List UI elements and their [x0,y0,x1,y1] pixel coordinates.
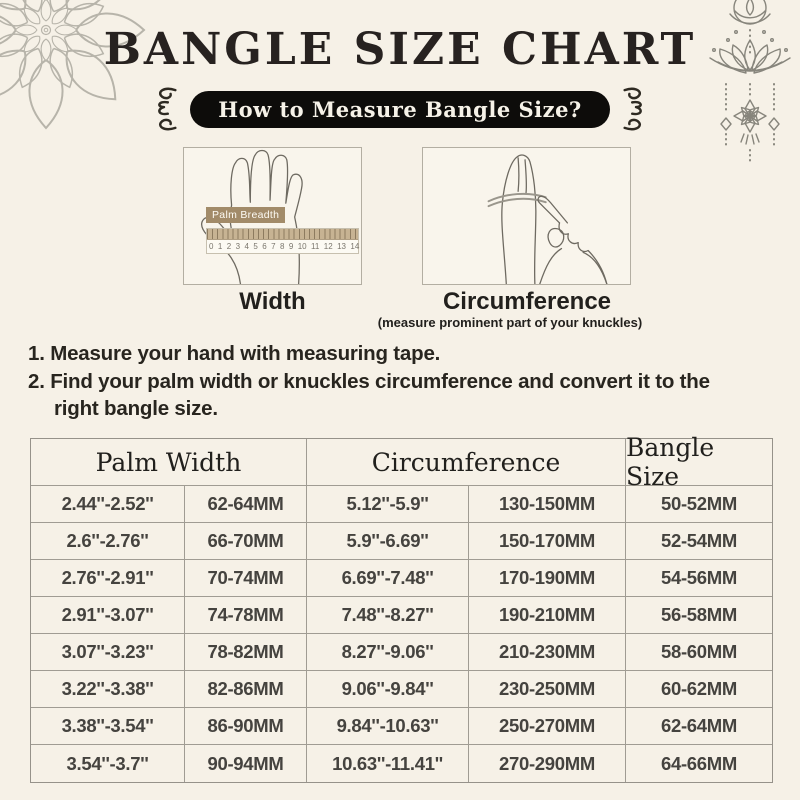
table-cell: 5.12''-5.9'' [307,486,469,523]
table-cell: 3.22''-3.38'' [31,671,185,708]
instruction-step-1: 1. Measure your hand with measuring tape. [28,342,441,365]
table-cell: 3.54''-3.7'' [31,745,185,782]
table-cell: 6.69''-7.48'' [307,560,469,597]
table-cell: 54-56MM [626,560,772,597]
table-cell: 190-210MM [469,597,626,634]
table-cell: 7.48''-8.27'' [307,597,469,634]
table-header-circumference: Circumference [307,439,626,486]
table-cell: 2.91''-3.07'' [31,597,185,634]
table-cell: 9.06''-9.84'' [307,671,469,708]
how-to-measure-banner [0,84,800,134]
table-cell: 5.9''-6.69'' [307,523,469,560]
knuckle-measure-hands-icon [423,148,630,284]
table-cell: 90-94MM [185,745,307,782]
table-cell: 58-60MM [626,634,772,671]
table-header-bangle-size: Bangle Size [626,439,772,486]
table-cell: 150-170MM [469,523,626,560]
table-cell: 56-58MM [626,597,772,634]
table-cell: 130-150MM [469,486,626,523]
left-flourish-icon [147,84,181,134]
table-cell: 66-70MM [185,523,307,560]
table-header-palm-width: Palm Width [31,439,307,486]
table-cell: 60-62MM [626,671,772,708]
right-flourish-icon [619,84,653,134]
bangle-size-table [30,433,773,783]
instruction-step-2-cont: right bangle size. [54,397,218,420]
table-cell: 3.07''-3.23'' [31,634,185,671]
table-cell: 62-64MM [185,486,307,523]
table-cell: 78-82MM [185,634,307,671]
width-label: Width [239,288,306,315]
circumference-caption: (measure prominent part of your knuckles) [377,315,643,330]
table-cell: 250-270MM [469,708,626,745]
table-cell: 50-52MM [626,486,772,523]
circumference-measure-figure [422,147,631,285]
table-cell: 230-250MM [469,671,626,708]
table-cell: 2.44''-2.52'' [31,486,185,523]
circumference-label: Circumference [442,288,612,315]
table-cell: 210-230MM [469,634,626,671]
table-cell: 2.76''-2.91'' [31,560,185,597]
table-cell: 10.63''-11.41'' [307,745,469,782]
table-cell: 74-78MM [185,597,307,634]
measure-pill: How to Measure Bangle Size? [190,91,610,128]
table-cell: 8.27''-9.06'' [307,634,469,671]
ruler-numbers: 0 1 2 3 4 5 6 7 8 9 10 11 12 13 14 [209,242,360,251]
table-cell: 64-66MM [660,752,738,774]
table-cell: 62-64MM [626,708,772,745]
table-cell: 52-54MM [626,523,772,560]
table-cell: 270-290MM [469,745,626,782]
table-cell: 86-90MM [185,708,307,745]
table-cell: 70-74MM [185,560,307,597]
instructions [28,340,778,423]
table-cell: 82-86MM [185,671,307,708]
page-title: BANGLE SIZE CHART [103,24,697,75]
palm-breadth-tag: Palm Breadth [206,207,285,223]
table-cell: 9.84''-10.63'' [307,708,469,745]
table-cell: 170-190MM [469,560,626,597]
table-cell: 2.6''-2.76'' [31,523,185,560]
ruler [206,228,359,254]
table-cell: 3.38''-3.54'' [31,708,185,745]
ruler-ticks [207,229,358,240]
width-measure-figure [183,147,362,285]
instruction-step-2: 2. Find your palm width or knuckles circumference and convert it to the [28,369,710,393]
